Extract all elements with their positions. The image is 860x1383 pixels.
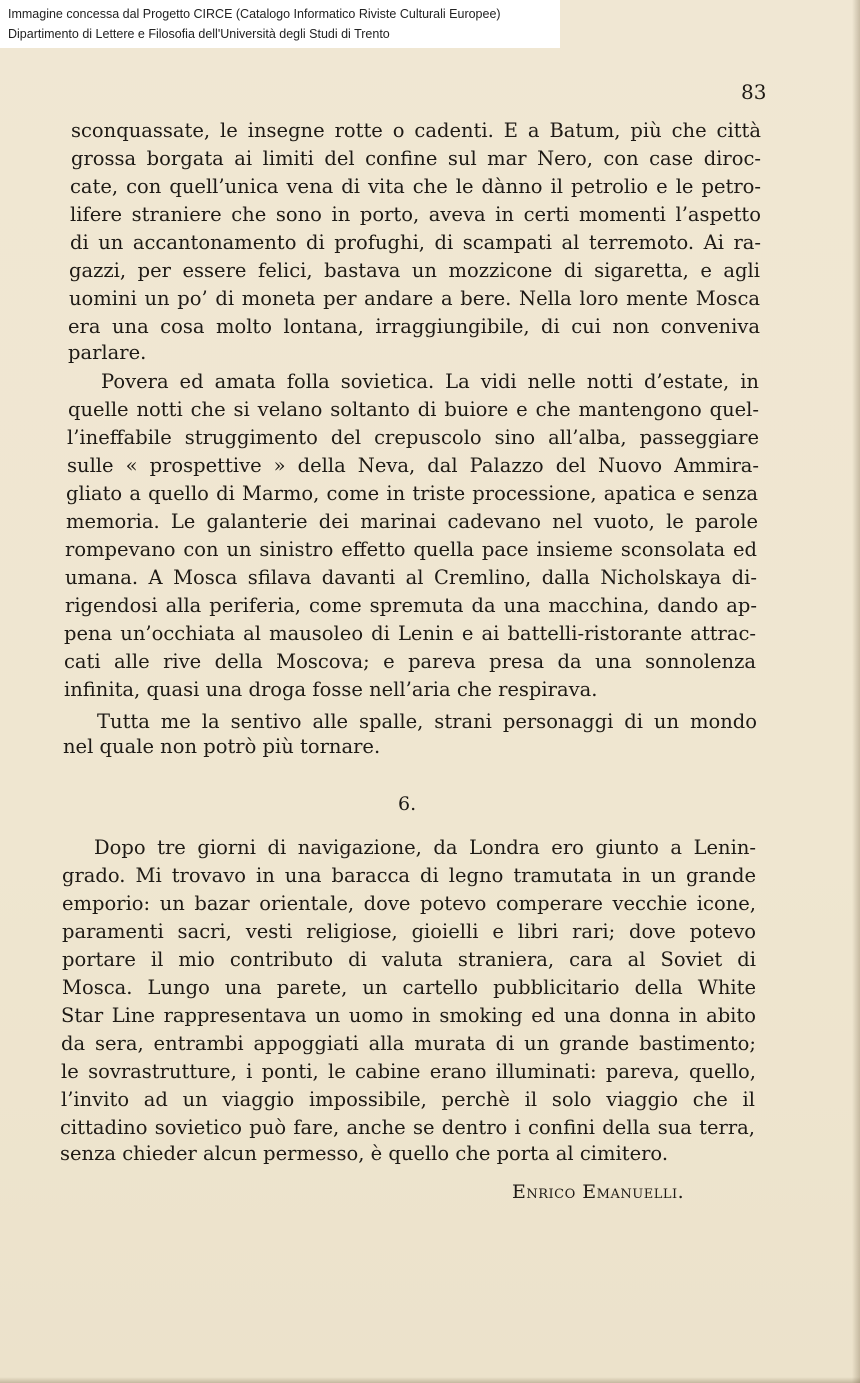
text-line: rompevano con un sinistro effetto quella pace insieme sconsolata ed: [65, 538, 757, 561]
author-signature: Enrico Emanuelli.: [512, 1181, 685, 1203]
page-bottom-shadow: [0, 1377, 860, 1383]
text-line: Mosca. Lungo una parete, un cartello pubblicitario della White: [62, 976, 756, 999]
text-line: lifere straniere che sono in porto, aveva in certi momenti l’aspetto: [70, 203, 761, 226]
text-line: di un accantonamento di profughi, di scampati al terremoto. Ai ra-: [70, 231, 761, 254]
text-line: sconquassate, le insegne rotte o cadenti. E a Batum, più che città: [71, 119, 761, 142]
text-line: Povera ed amata folla sovietica. La vidi nelle notti d’estate, in: [101, 370, 759, 393]
text-line: rigendosi alla periferia, come spremuta da una macchina, dando ap-: [65, 594, 757, 617]
text-line: grado. Mi trovavo in una baracca di legno tramutata in un grande: [62, 864, 756, 887]
credit-banner: [0, 0, 560, 48]
text-line: l’ineffabile struggimento del crepuscolo sino all’alba, passeggiare: [67, 426, 759, 449]
text-line: infinita, quasi una droga fosse nell’aria che respirava.: [64, 678, 598, 701]
credit-line-1: Immagine concessa dal Progetto CIRCE (Catalogo Informatico Riviste Culturali Europee): [8, 7, 501, 21]
text-line: emporio: un bazar orientale, dove potevo comperare vecchie icone,: [62, 892, 756, 915]
credit-line-2: Dipartimento di Lettere e Filosofia dell'Università degli Studi di Trento: [8, 27, 390, 41]
text-line: nel quale non potrò più tornare.: [63, 735, 381, 758]
text-line: Star Line rappresentava un uomo in smoking ed una donna in abito: [61, 1004, 756, 1027]
text-line: grossa borgata ai limiti del confine sul mar Nero, con case diroc-: [71, 147, 761, 170]
text-line: era una cosa molto lontana, irraggiungibile, di cui non conveniva: [68, 315, 760, 338]
text-line: pena un’occhiata al mausoleo di Lenin e ai battelli-ristorante attrac-: [64, 622, 756, 645]
text-line: cittadino sovietico può fare, anche se dentro i confini della sua terra,: [60, 1116, 755, 1139]
text-line: portare il mio contributo di valuta straniera, cara al Soviet di: [62, 948, 756, 971]
text-line: le sovrastrutture, i ponti, le cabine erano illuminati: pareva, quello,: [61, 1060, 756, 1083]
text-line: sulle « prospettive » della Neva, dal Palazzo del Nuovo Ammira-: [67, 454, 759, 477]
text-line: da sera, entrambi appoggiati alla murata di un grande bastimento;: [61, 1032, 756, 1055]
text-line: gazzi, per essere felici, bastava un mozzicone di sigaretta, e agli: [69, 259, 760, 282]
text-line: memoria. Le galanterie dei marinai cadevano nel vuoto, le parole: [66, 510, 758, 533]
text-line: gliato a quello di Marmo, come in triste processione, apatica e senza: [66, 482, 758, 505]
text-line: cate, con quell’unica vena di vita che le dànno il petrolio e le petro-: [70, 175, 761, 198]
text-line: Dopo tre giorni di navigazione, da Londra ero giunto a Lenin-: [94, 836, 756, 859]
text-line: umana. A Mosca sfilava davanti al Cremlino, dalla Nicholskaya di-: [65, 566, 757, 589]
section-number: 6.: [398, 793, 417, 815]
text-line: cati alle rive della Moscova; e pareva presa da una sonnolenza: [64, 650, 756, 673]
text-line: uomini un po’ di moneta per andare a bere. Nella loro mente Mosca: [69, 287, 760, 310]
text-line: quelle notti che si velano soltanto di buiore e che mantengono quel-: [68, 398, 759, 421]
text-line: parlare.: [68, 341, 147, 364]
text-line: paramenti sacri, vesti religiose, gioielli e libri rari; dove potevo: [62, 920, 756, 943]
page-number: 83: [741, 80, 767, 104]
page-edge-shadow: [852, 0, 860, 1383]
text-line: Tutta me la sentivo alle spalle, strani personaggi di un mondo: [97, 710, 757, 733]
text-line: senza chieder alcun permesso, è quello che porta al cimitero.: [60, 1142, 669, 1165]
text-line: l’invito ad un viaggio impossibile, perchè il solo viaggio che il: [61, 1088, 755, 1111]
